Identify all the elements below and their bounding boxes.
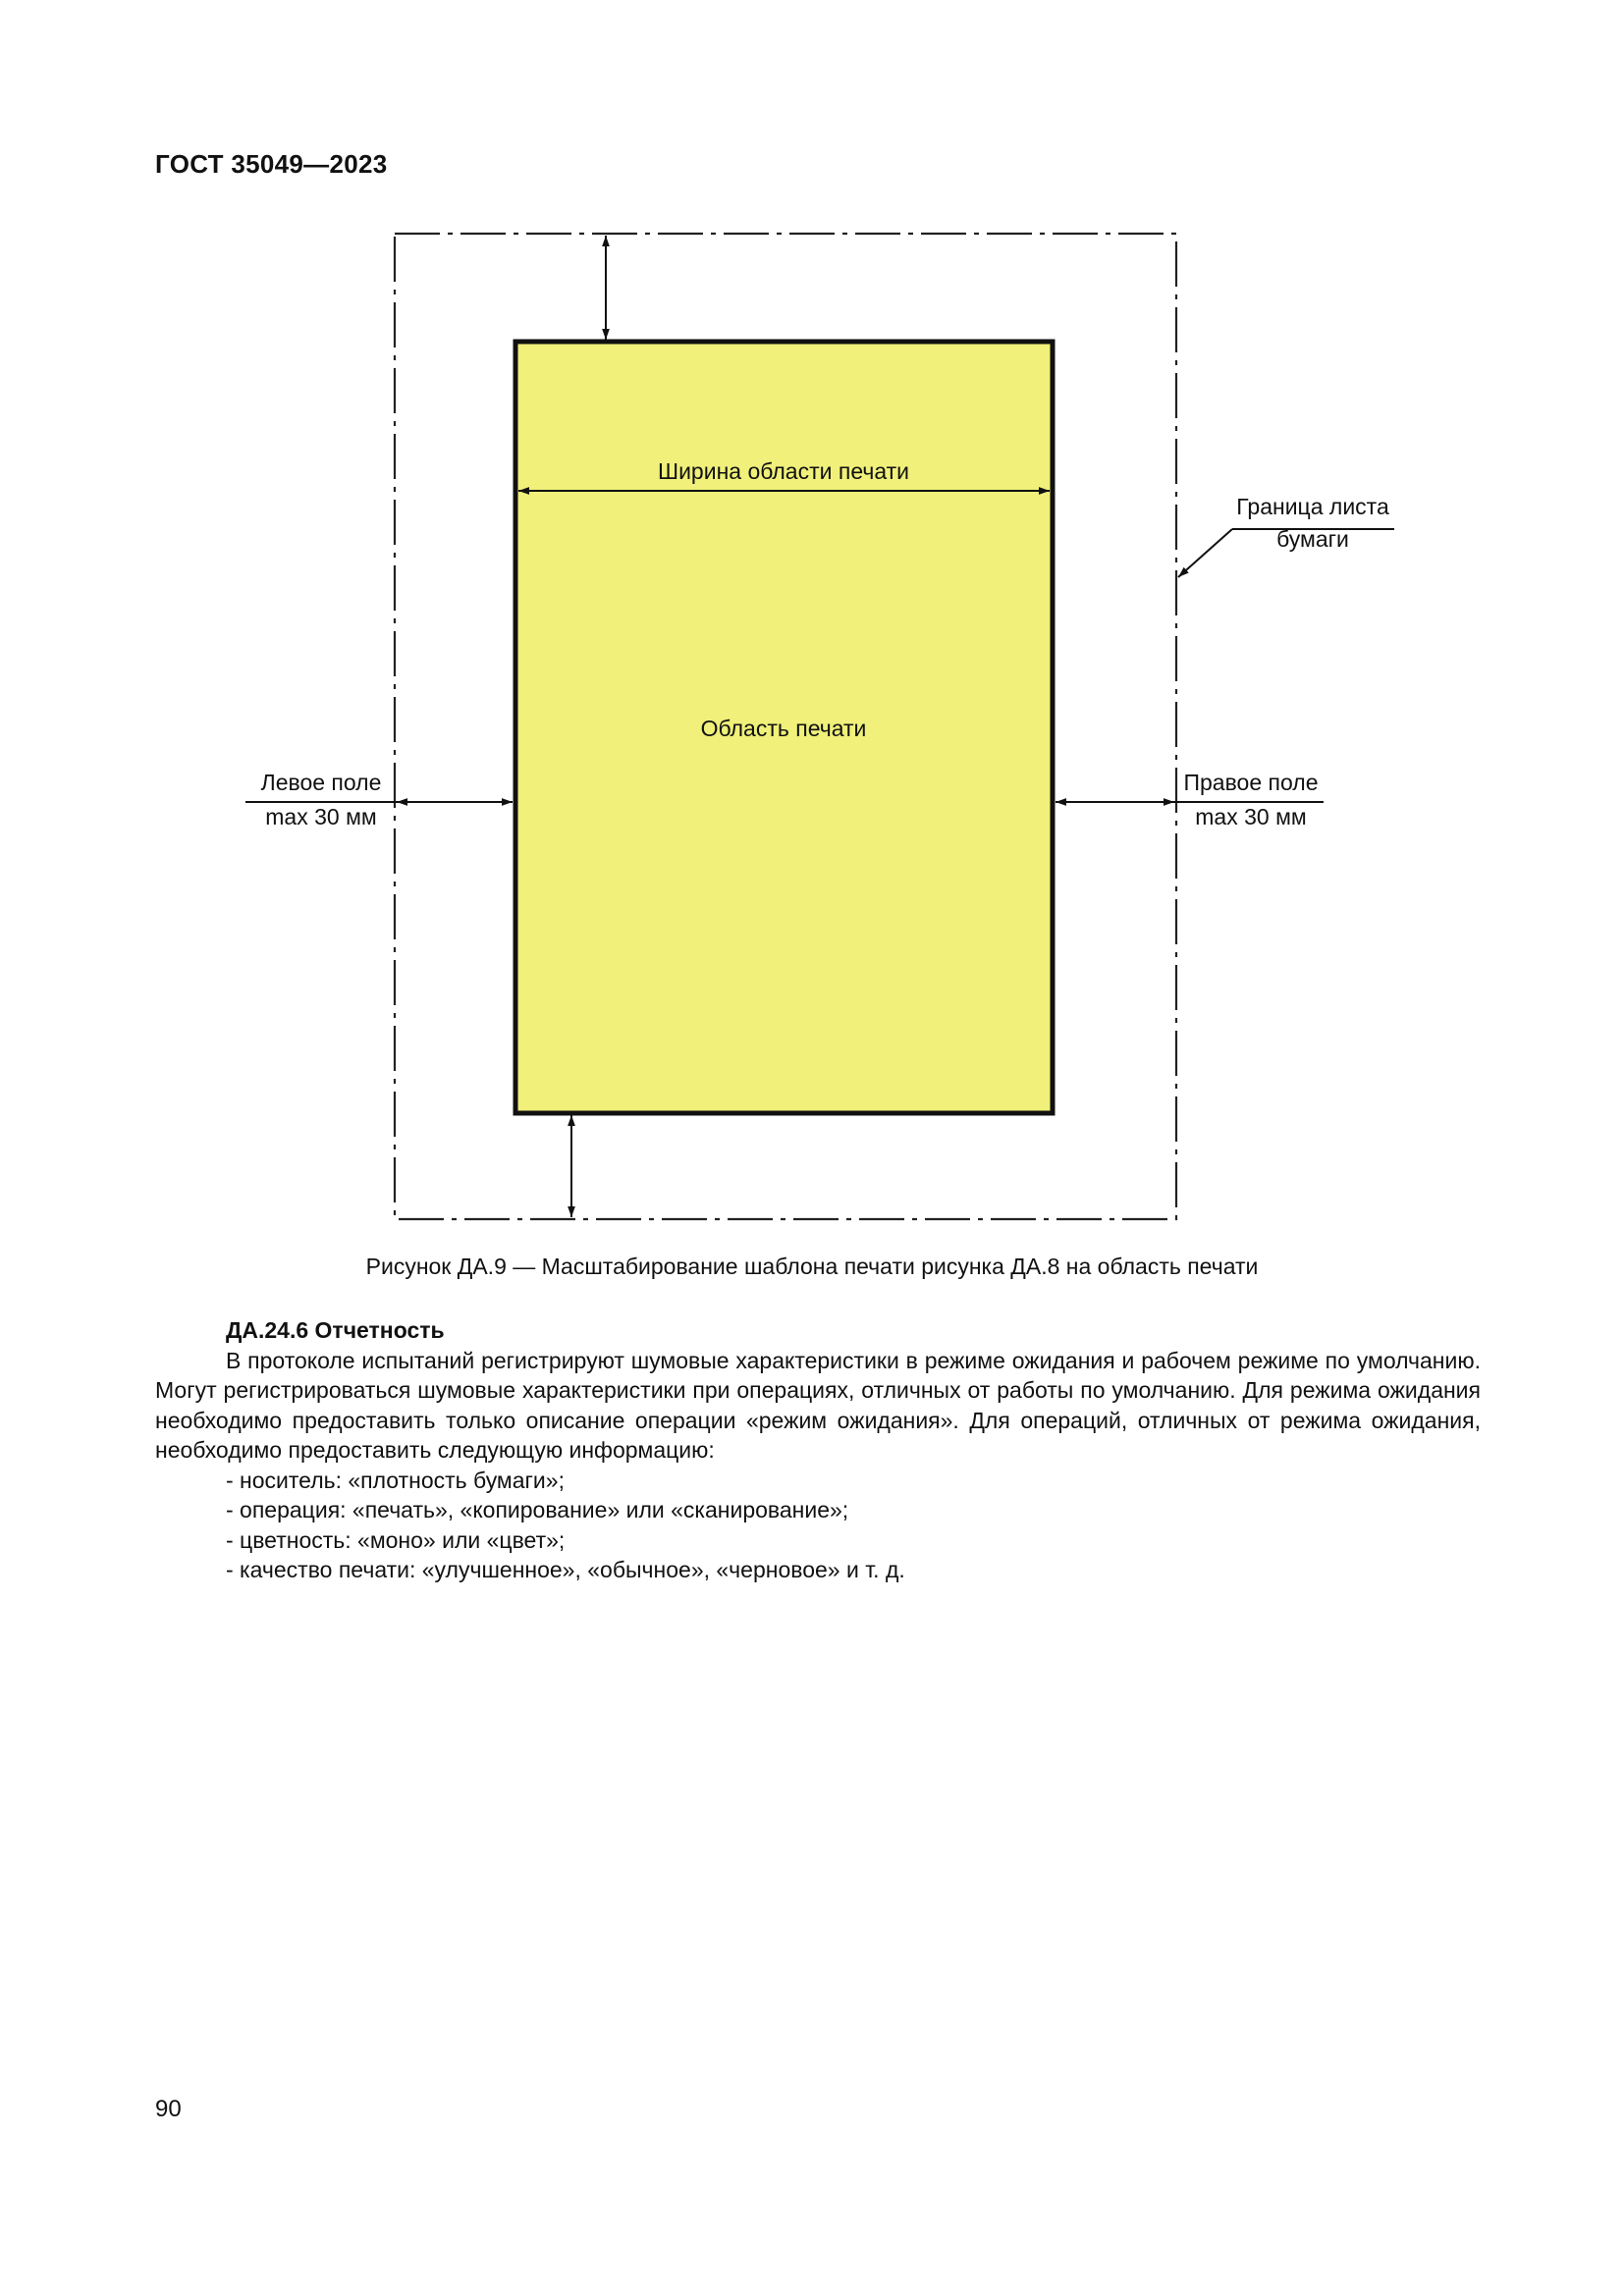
left-margin-value: max 30 мм xyxy=(265,804,377,829)
right-margin-label: Правое поле xyxy=(1183,770,1319,795)
list-item: - носитель: «плотность бумаги»; xyxy=(226,1467,565,1493)
paper-border-label-line1: Граница листа xyxy=(1236,494,1389,519)
width-label: Ширина области печати xyxy=(658,458,909,484)
section-title: ДА.24.6 Отчетность xyxy=(226,1317,445,1343)
document-header: ГОСТ 35049—2023 xyxy=(155,149,388,179)
list-item: - качество печати: «улучшенное», «обычное», «черновое» и т. д. xyxy=(226,1557,905,1582)
list-item: - цветность: «моно» или «цвет»; xyxy=(226,1526,566,1553)
left-margin-label: Левое поле xyxy=(260,770,382,795)
right-margin-value: max 30 мм xyxy=(1195,804,1307,829)
section-reporting xyxy=(155,1315,1481,1585)
page-number: 90 xyxy=(155,2096,182,2122)
info-list xyxy=(155,1466,1481,1585)
paper-border-label-line2: бумаги xyxy=(1276,526,1349,552)
section-paragraph: В протоколе испытаний регистрируют шумовые характеристики в режиме ожидания и рабочем режиме по умолчанию. Могут регистрироваться шумовые характеристики при операциях, отличных от работы по умолчанию. Для режима ожидания необходимо предоставить только описание операции «режим ожидания». Для операций, отличных от режима ожидания, необходимо предоставить следующую информацию: xyxy=(155,1347,1481,1463)
figure-caption: Рисунок ДА.9 — Масштабирование шаблона печати рисунка ДА.8 на область печати xyxy=(365,1254,1259,1279)
print-area-label: Область печати xyxy=(700,716,867,741)
list-item: - операция: «печать», «копирование» или «сканирование»; xyxy=(226,1497,849,1522)
paper-border-leader xyxy=(1178,529,1232,577)
